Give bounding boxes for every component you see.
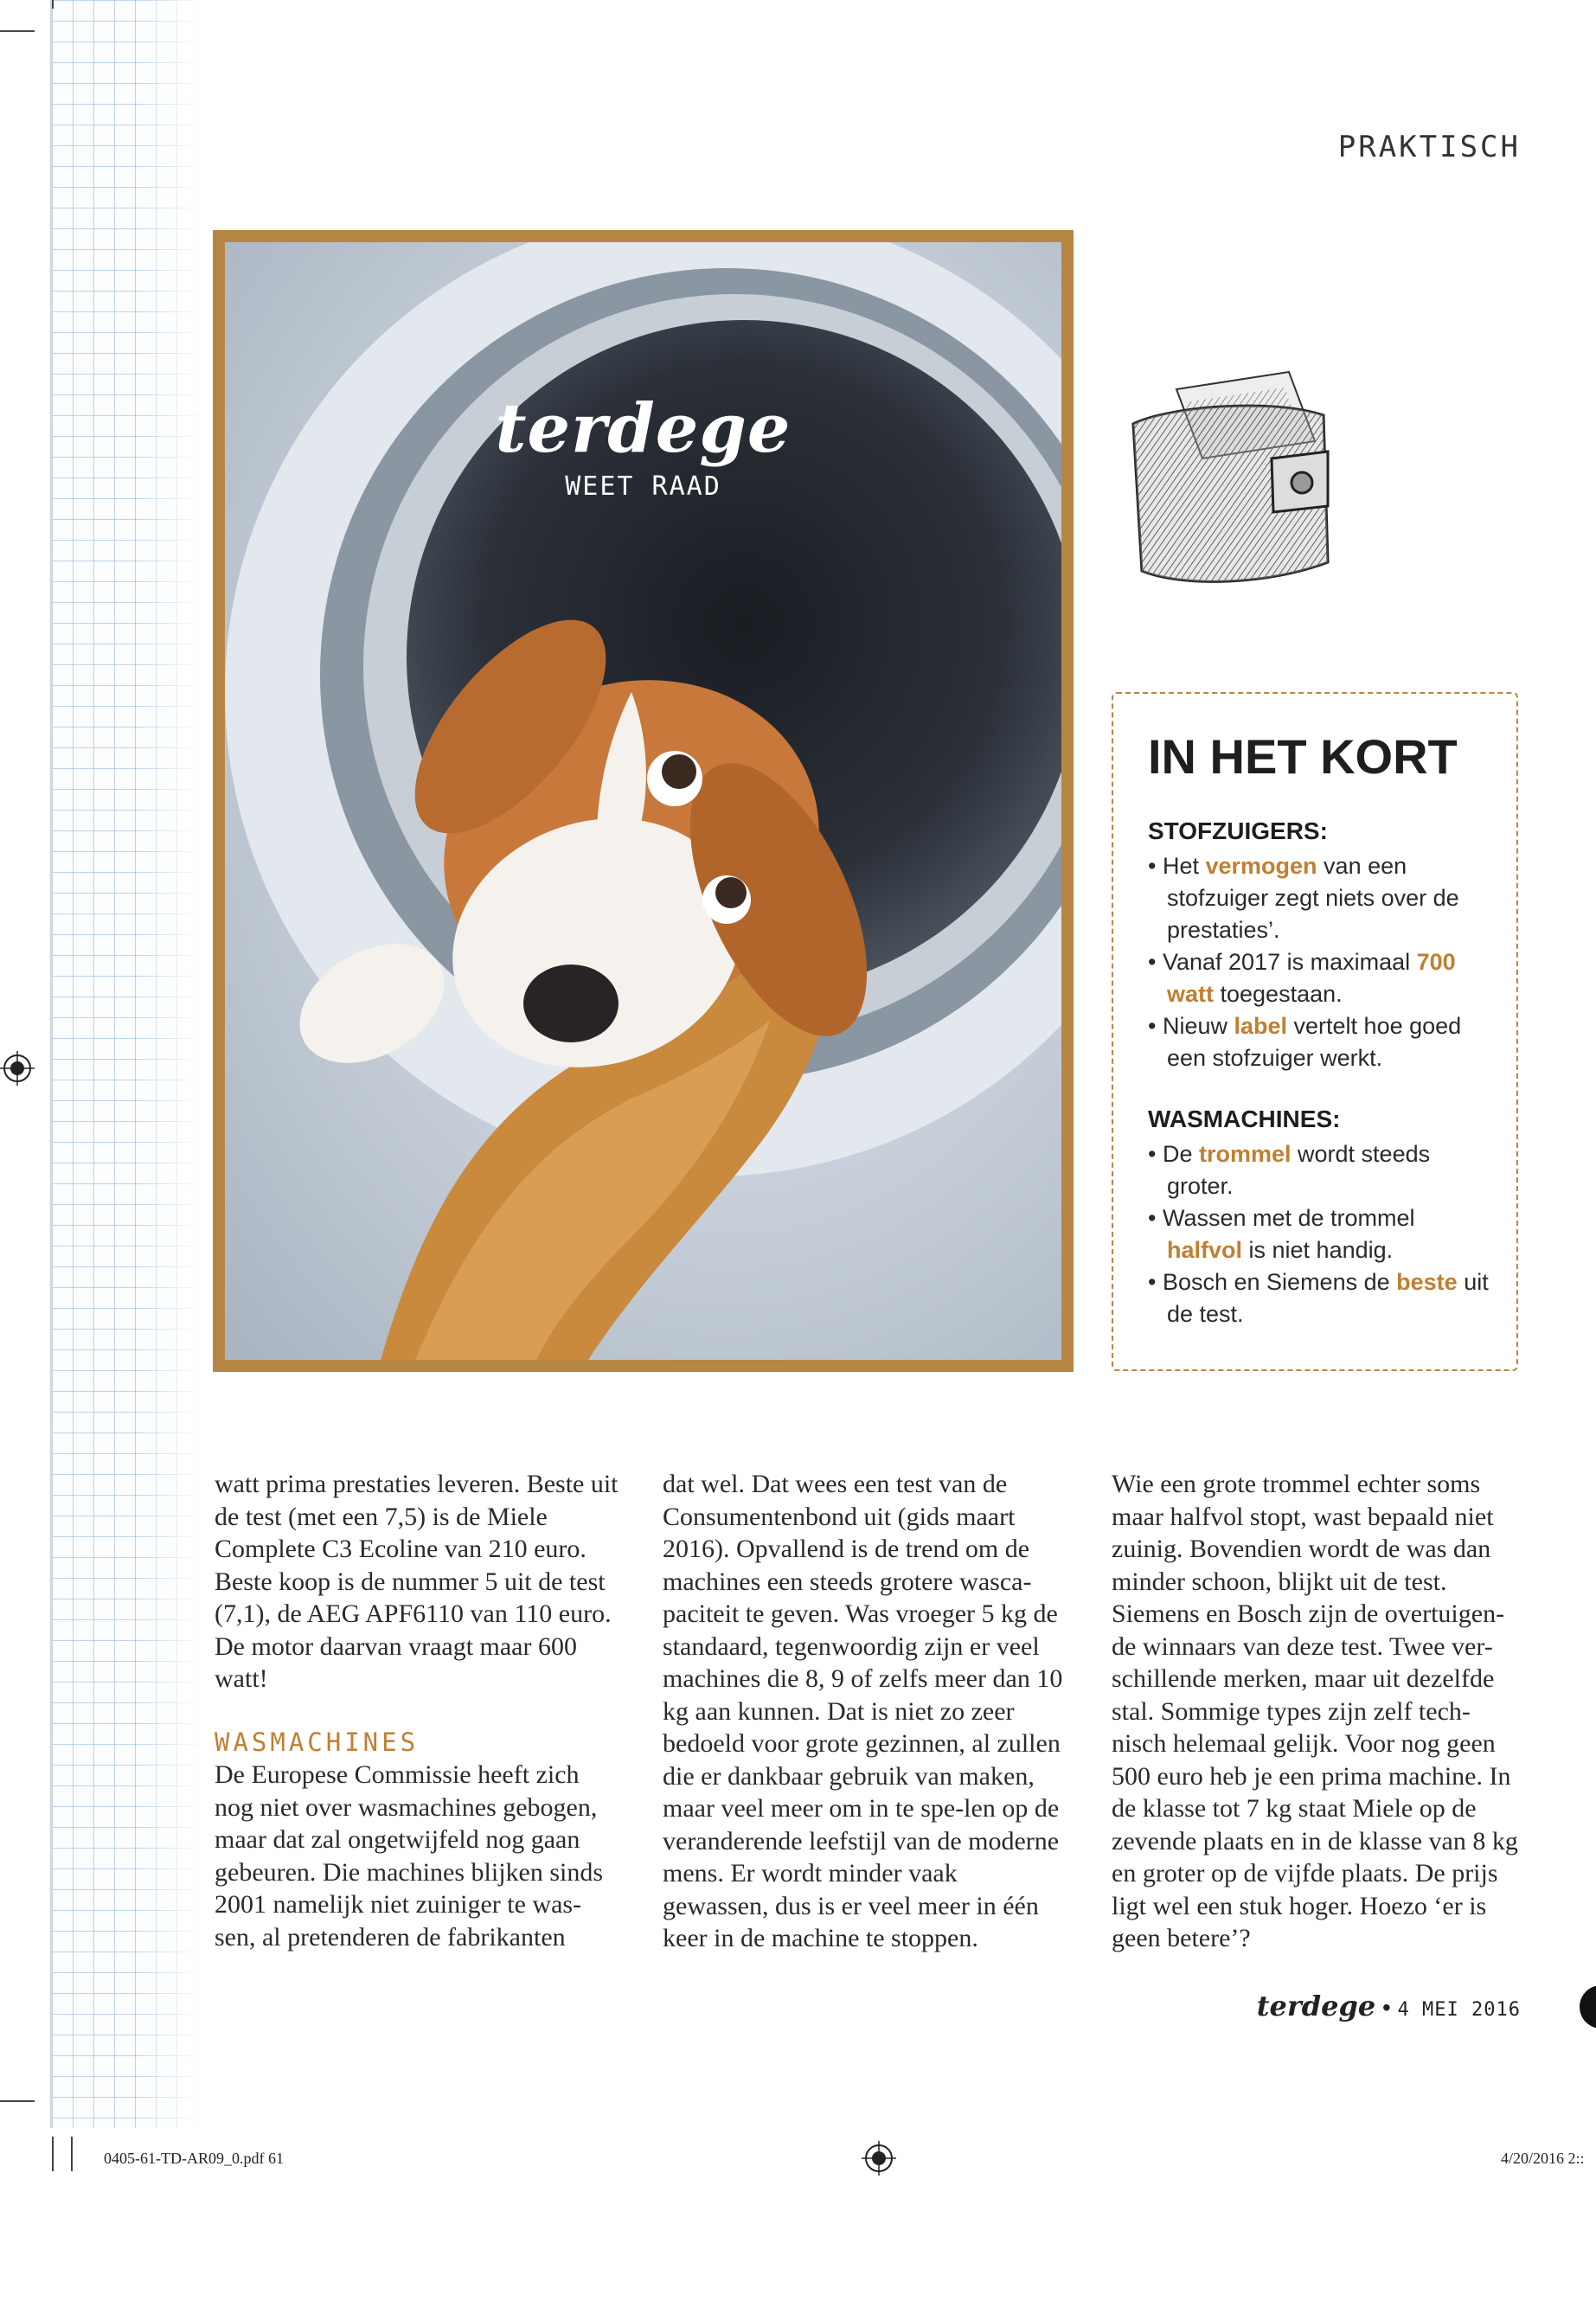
summary-title: IN HET KORT (1148, 729, 1458, 784)
summary-item: • Nieuw label vertelt hoe goed een stofzuiger werkt. (1148, 1013, 1462, 1071)
crop-mark-bottom-v (52, 2137, 54, 2171)
graph-paper-strip (52, 0, 203, 2128)
wallet-icon (1116, 355, 1341, 606)
washing-machine-dog-photo (225, 242, 1061, 1360)
article-column-3 (1112, 1468, 1518, 1955)
print-slug-file: 0405-61-TD-AR09_0.pdf 61 (104, 2150, 284, 2167)
crop-mark-bottom-v2 (71, 2137, 73, 2171)
summary-item: • Vanaf 2017 is maximaal 700 watt toegestaan. (1148, 949, 1456, 1007)
footer-date: 4 MEI 2016 (1397, 1999, 1521, 2021)
crop-mark-top-v (52, 0, 54, 9)
footer-separator: • (1381, 1994, 1391, 2021)
summary-box (1112, 692, 1518, 1371)
print-slug-date: 4/20/2016 2:: (1501, 2150, 1585, 2167)
article-paragraph: dat wel. Dat wees een test van de Consumentenbond uit (gids maart 2016). Opvallend is de trend om de machines een steeds grotere wasca-paciteit te geven. Was vroeger 5 kg de standaard, tegenwoordig zijn er veel machines die 8, 9 of zelfs meer dan 10 kg aan kunnen. Dat is niet zo zeer bedoeld voor grote gezinnen, al zullen die er dankbaar gebruik van maken, maar veel meer om in te spe-len op de veranderende leefstijl van de moderne mens. Er wordt minder vaak gewassen, dus is er veel meer in één keer in de machine te stoppen. (663, 1470, 1063, 1952)
crop-mark-bottom (0, 2100, 35, 2102)
registration-mark-bottom (862, 2141, 896, 2176)
article-subhead: WASMACHINES (215, 1727, 420, 1757)
crop-mark-top (0, 30, 35, 32)
section-label: PRAKTISCH (1337, 130, 1521, 164)
summary-list-wasmachines (1148, 1138, 1490, 1330)
brand-subtitle: WEET RAAD (565, 471, 721, 502)
summary-item: • Het vermogen van een stofzuiger zegt niets over de prestaties’. (1148, 853, 1459, 943)
article-column-2 (663, 1468, 1069, 1955)
page-number-badge (1580, 1985, 1596, 2029)
summary-heading-stofzuigers: STOFZUIGERS: (1148, 817, 1328, 844)
article-paragraph: Wie een grote trommel echter soms maar halfvol stopt, wast bepaald niet zuinig. Bovendien wordt de was dan minder schoon, blijkt uit de test. Siemens en Bosch zijn de overtuigen-de winnaars van deze test. Twee ver-schillende merken, maar uit dezelfde stal. Sommige types zijn zelf tech-nisch helemaal gelijk. Voor nog geen 500 euro heb je een prima machine. In de klasse tot 7 kg staat Miele op de zevende plaats en in de klasse van 8 kg en groter op de vijfde plaats. De prijs ligt wel een stuk hoger. Hoezo ‘er is geen betere’? (1112, 1470, 1518, 1952)
footer-brand: terdege (1256, 1990, 1376, 2022)
summary-item: • Bosch en Siemens de beste uit de test. (1148, 1269, 1489, 1327)
registration-mark-left (0, 1051, 35, 1086)
article-paragraph: watt prima prestaties leveren. Beste uit de test (met een 7,5) is de Miele Complete C3 Ecoline van 210 euro. Beste koop is de nummer 5 uit de test (7,1), de AEG APF6110 van 110 euro. De motor daarvan vraagt maar 600 watt! (215, 1470, 619, 1693)
summary-item: • De trommel wordt steeds groter. (1148, 1141, 1431, 1199)
paper-edge (50, 0, 53, 2128)
summary-heading-wasmachines: WASMACHINES: (1148, 1106, 1341, 1132)
brand-logo-text: terdege (495, 389, 792, 468)
page-footer (1257, 1990, 1521, 2022)
summary-list-stofzuigers (1148, 850, 1490, 1074)
article-column-1 (215, 1468, 621, 1953)
summary-item: • Wassen met de trommel halfvol is niet handig. (1148, 1205, 1415, 1263)
article-paragraph: De Europese Commissie heeft zich nog niet over wasmachines gebogen, maar dat zal ongetwijfeld nog gaan gebeuren. Die machines blijken sinds 2001 namelijk niet zuiniger te was-sen, al pretenderen de fabrikanten (215, 1760, 604, 1952)
